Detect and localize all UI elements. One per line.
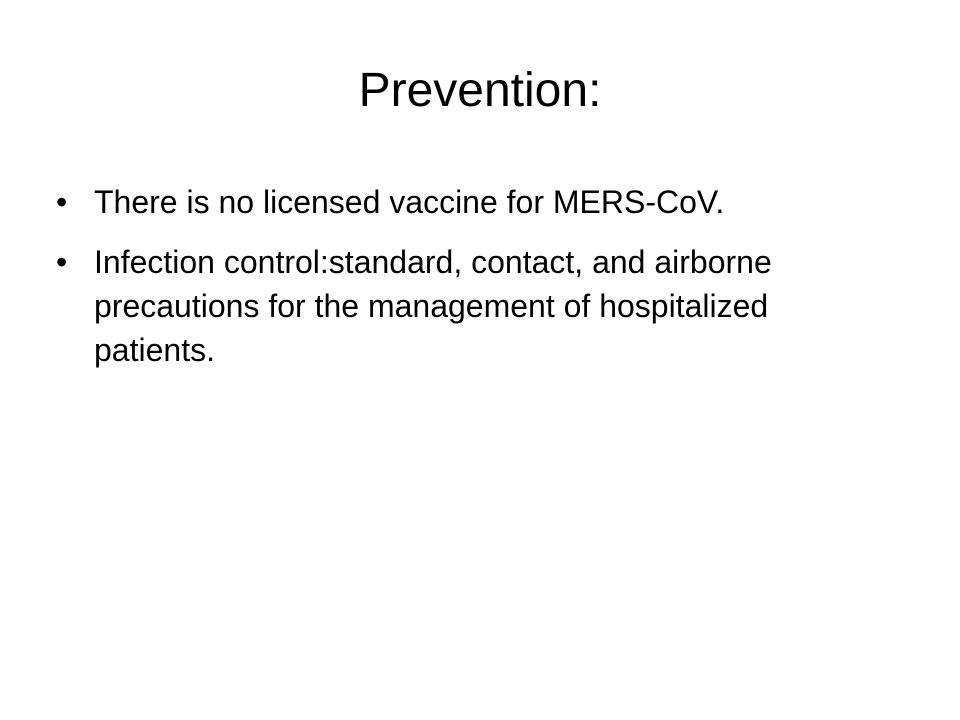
bullet-list bbox=[56, 180, 876, 388]
bullet-text-vaccine: There is no licensed vaccine for MERS-CoV. bbox=[94, 184, 725, 220]
bullet-item-vaccine bbox=[56, 180, 876, 224]
bullet-dot-icon: • bbox=[56, 184, 68, 220]
bullet-text-infection-control: Infection control:standard, contact, and airborne precautions for the management of hospitalized patients. bbox=[94, 244, 772, 368]
slide-title: Prevention: bbox=[358, 64, 602, 117]
bullet-dot-icon: • bbox=[56, 244, 68, 280]
bullet-item-infection-control bbox=[56, 240, 876, 372]
